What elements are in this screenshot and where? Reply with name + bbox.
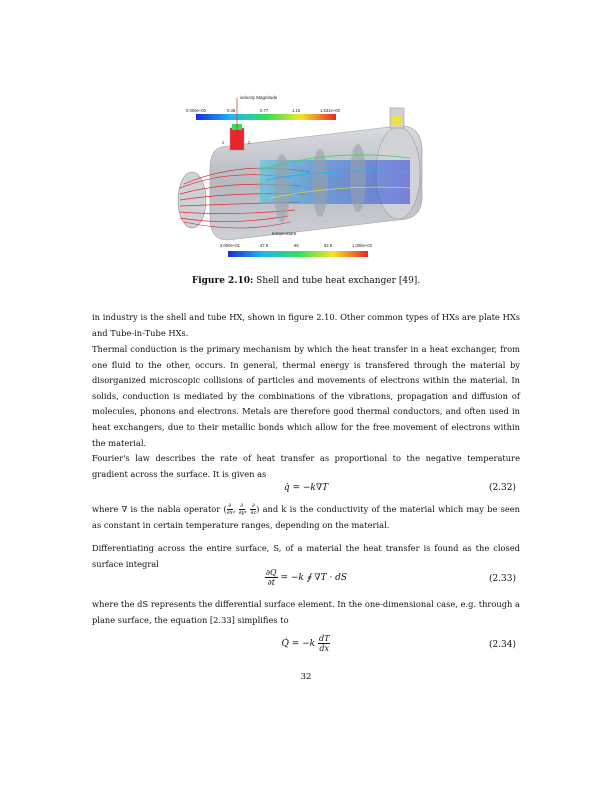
velocity-tick: 0.38 [227,108,236,113]
figure-label: Figure 2.10: [191,276,254,286]
paragraph-text: in industry is the shell and tube HX, shown in figure 2.10. Other common types of HXs are plate HXs and Tube-in-Tube HXs. [92,312,520,338]
temperature-colorbar [228,251,368,257]
figure-caption-text: Shell and tube heat exchanger [49]. [253,276,421,286]
paragraph-2 [92,342,520,451]
temperature-tick: 47.5 [260,243,269,248]
partial-x: $\frac{\partial}{\partial x}$ [226,503,233,516]
partial-y: $\frac{\partial}{\partial y}$ [238,503,245,516]
velocity-colorbar-title: velocity Magnitude [240,95,278,100]
temperature-tick: 1.000e+02 [352,243,372,248]
temperature-colorbar-title: temperature [272,231,297,236]
velocity-tick: 0.77 [260,108,269,113]
equation-2-33 [92,566,520,594]
equation-lhs: Q̇ = −k [281,639,316,649]
equation-2-34 [92,634,520,662]
temperature-tick: 82.5 [324,243,333,248]
nabla-outro: ) and k is the conductivity of the material which may be seen as constant in certain temperature ranges, depending on the material. [92,504,520,530]
equation-rhs-fraction: $\frac{dT}{dx}$ [319,634,330,653]
velocity-tick: 1.531e+00 [320,108,340,113]
paragraph-1 [92,310,520,341]
partial-z: $\frac{\partial}{\partial z}$ [250,503,257,516]
heat-exchanger-figure [170,88,445,263]
equation-rhs: = −k ∮ ∇T · dS [280,573,348,583]
paragraph-text: where the dS represents the differential surface element. In the one-dimensional case, e.g. through a plane surface, the equation [2.33] simplifies to [92,599,520,625]
equation-2-32 [92,483,520,503]
page-number: 32 [300,672,312,682]
nabla-intro: where ∇ is the nabla operator ( [92,504,227,514]
equation-number: (2.32) [488,483,516,493]
axis-letter-z: z [248,140,251,145]
temperature-tick: 65 [294,243,299,248]
paragraph-text: where ∇ is the nabla operator ( $\frac{\partial}{\partial x}$ , $\frac{\partial}{\partial y}$ , $\frac{\partial}{\partial z}$ ) and k is the conductivity of the material which may be seen as constant in certain temperature ranges, depending on the material. [92,503,520,530]
paragraph-4 [92,502,520,533]
axis-letter-x: x [222,140,225,145]
temperature-tick: 3.000e+01 [220,243,240,248]
paragraph-text: Differentiating across the entire surface, S, of a material the heat transfer is found as the closed surface integral [92,543,520,569]
equation-number: (2.34) [488,640,516,650]
equation-body: q̇ = −k∇T [283,483,329,493]
equation-lhs-fraction: $\frac{\partial Q}{\partial t}$ [265,568,277,587]
equation-body [92,568,520,587]
equation-body [92,634,520,653]
heat-exchanger-render [170,88,445,263]
equation-number: (2.33) [488,574,516,584]
figure-caption [0,276,612,286]
paragraph-6 [92,597,520,628]
paragraph-3 [92,451,520,482]
velocity-colorbar [196,114,336,120]
paragraph-text: Thermal conduction is the primary mechanism by which the heat transfer in a heat exchanger, from one fluid to the other, occurs. In general, thermal energy is transfered through the material by disorganized microscopic collisions of particles and movements of electrons within the material. In solids, conduction is mediated by the combinations of the vibrations, propagation and diffusion of molecules, phonons and electrons. Metals are therefore good thermal conductors, and often used in heat exchangers, due to their metallic bonds which allow for the free movement of electrons within the material. [92,344,520,448]
paragraph-text: Fourier's law describes the rate of heat transfer as proportional to the negative temperature gradient across the surface. It is given as [92,453,520,479]
velocity-tick: 0.000e+00 [186,108,206,113]
velocity-tick: 1.15 [292,108,301,113]
